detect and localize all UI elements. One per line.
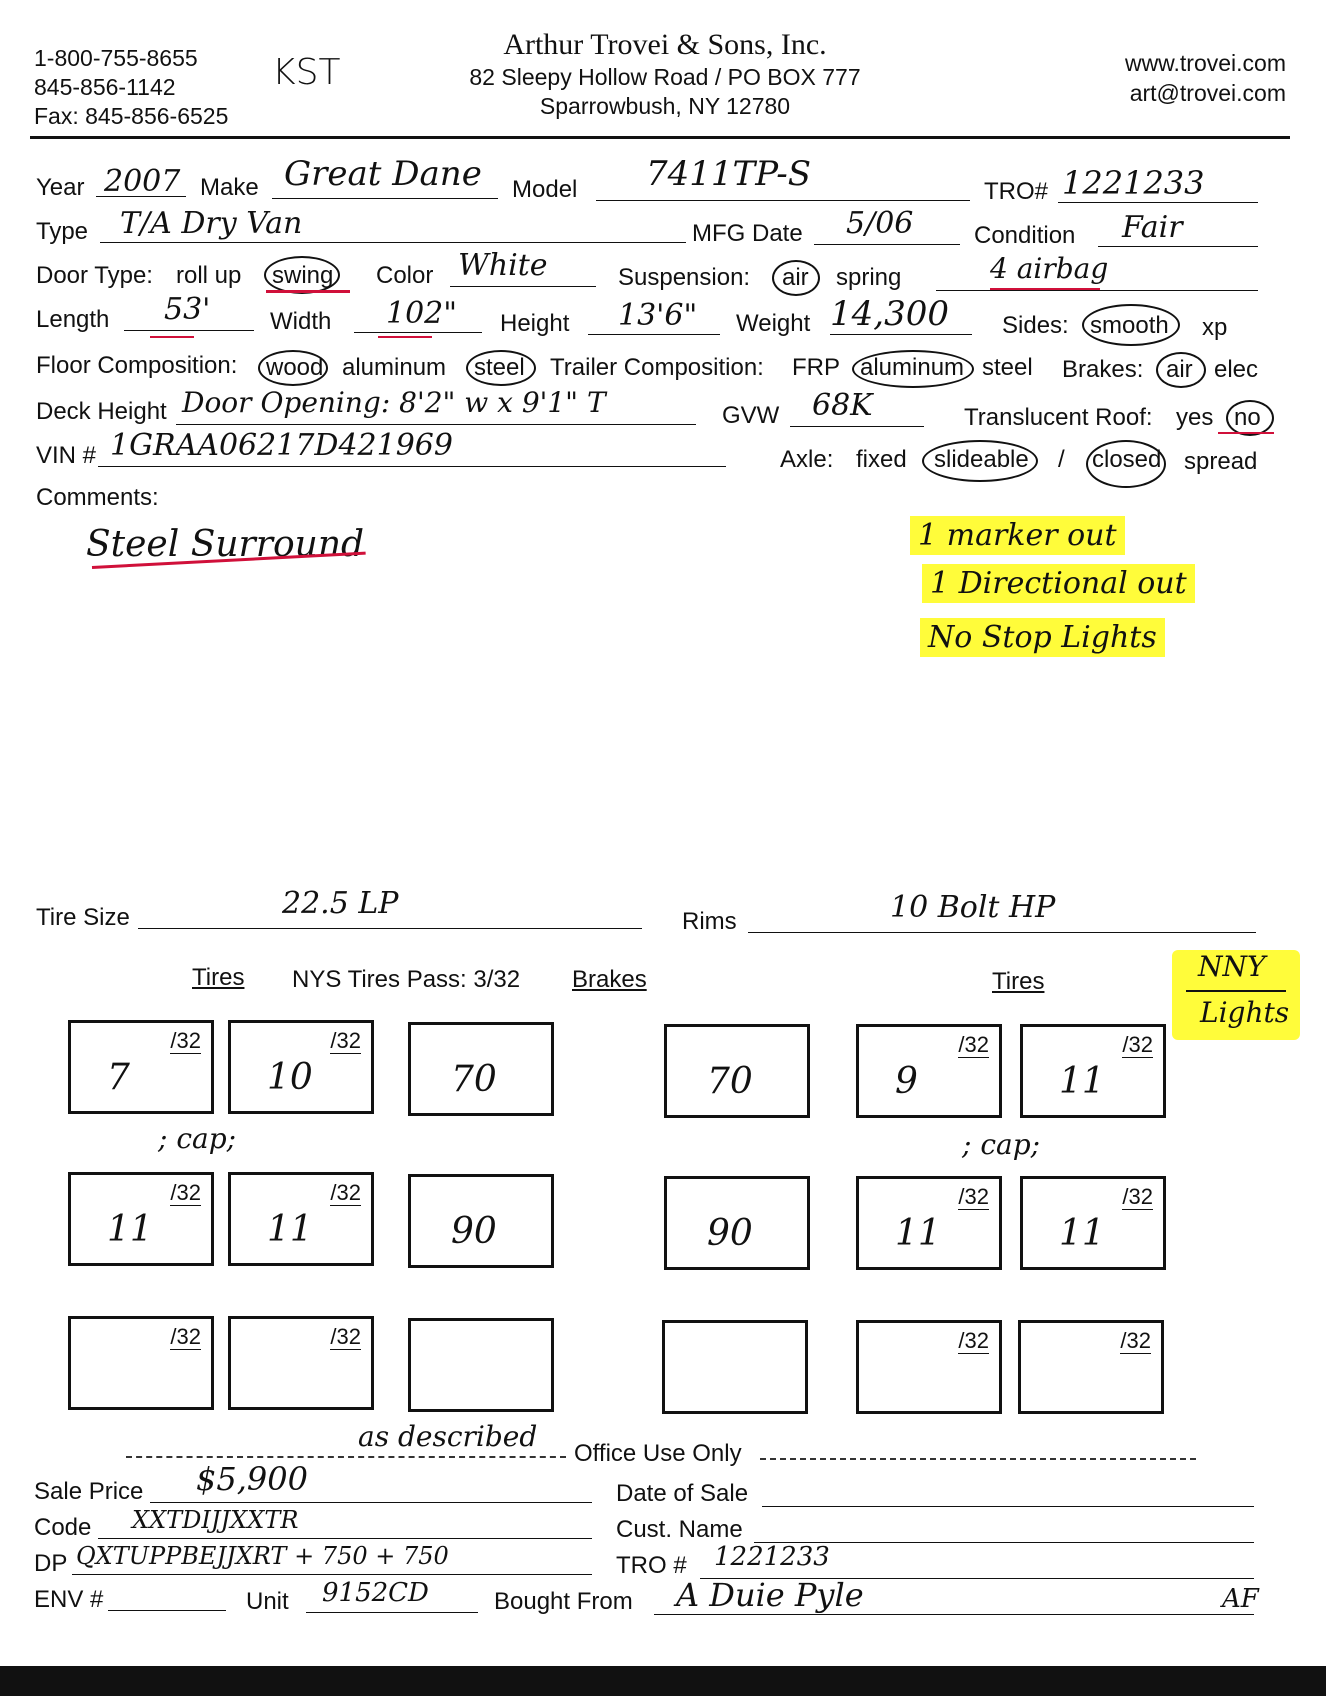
label-length: Length — [36, 306, 110, 333]
unit-line — [306, 1612, 478, 1613]
label-sides: Sides: — [1002, 312, 1069, 339]
value-vin: 1GRAA06217D421969 — [110, 428, 453, 463]
option-spread: spread — [1184, 448, 1258, 475]
label-env: ENV # — [34, 1586, 104, 1613]
initials: KST — [272, 52, 341, 93]
value-suspension-note: 4 airbag — [990, 252, 1109, 285]
option-xp: xp — [1202, 314, 1228, 341]
option-wood: wood — [266, 354, 324, 381]
model-line — [596, 200, 970, 201]
no-circle — [1226, 400, 1274, 436]
header-web — [1125, 48, 1286, 108]
email: art@trovei.com — [1129, 80, 1286, 106]
no-red-underline — [1218, 432, 1274, 434]
fax: Fax: 845-856-6525 — [34, 103, 229, 129]
weight-line — [830, 334, 972, 335]
header-nys: NYS Tires Pass: 3/32 — [292, 966, 521, 993]
label-sale-price: Sale Price — [34, 1478, 144, 1505]
suspension-line — [936, 290, 1258, 291]
header-divider — [30, 136, 1290, 139]
color-line — [450, 286, 596, 287]
value-dp: QXTUPPBEJJXRT + 750 + 750 — [76, 1542, 449, 1570]
value-unit: 9152CD — [322, 1578, 429, 1608]
option-aluminum: aluminum — [342, 354, 447, 381]
label-dp: DP — [34, 1550, 68, 1577]
tire-box-r2-1: /32 11 — [856, 1176, 1002, 1270]
value-year: 2007 — [104, 164, 181, 199]
brake-box-l3 — [408, 1318, 554, 1412]
value-mfg-date: 5/06 — [846, 206, 914, 241]
label-date-of-sale: Date of Sale — [616, 1480, 749, 1507]
label-tro-2: TRO # — [616, 1552, 687, 1579]
value-color: White — [458, 248, 548, 283]
option-closed: closed — [1092, 446, 1162, 473]
company-name: Arthur Trovei & Sons, Inc. — [503, 28, 827, 61]
header-tires-right: Tires — [992, 968, 1045, 995]
option-air-suspension: air — [782, 264, 809, 291]
tire-box-r2-2: /32 11 — [1020, 1176, 1166, 1270]
tire-box-l2-2: /32 11 — [228, 1172, 374, 1266]
label-color: Color — [376, 262, 434, 289]
value-width: 102" — [386, 296, 458, 331]
steel-circle — [466, 350, 536, 386]
value-as-described: as described — [358, 1420, 538, 1453]
tire-box-r3-1: /32 — [856, 1320, 1002, 1414]
label-code: Code — [34, 1514, 92, 1541]
option-yes: yes — [1176, 404, 1214, 431]
length-red-underline — [150, 336, 194, 338]
address-line-1: 82 Sleepy Hollow Road / PO BOX 777 — [469, 64, 861, 90]
value-make: Great Dane — [284, 154, 482, 194]
label-door-type: Door Type: — [36, 262, 153, 289]
brake-box-l2 — [408, 1174, 554, 1268]
swing-circle — [264, 256, 340, 294]
swing-red-underline — [266, 290, 350, 293]
tire-box-r1-2: /32 11 — [1020, 1024, 1166, 1118]
env-line — [108, 1610, 226, 1611]
label-weight: Weight — [736, 310, 811, 337]
brake-box-r3 — [662, 1320, 808, 1414]
label-tire-size: Tire Size — [36, 904, 130, 931]
suspension-red-underline — [990, 288, 1100, 290]
label-translucent: Translucent Roof: — [964, 404, 1153, 431]
value-sale-price: $5,900 — [196, 1460, 308, 1498]
option-aluminum-trailer: aluminum — [860, 354, 965, 381]
wood-circle — [258, 350, 328, 386]
tire-depth: 9 — [895, 1061, 918, 1102]
mfg-date-line — [814, 244, 960, 245]
label-width: Width — [270, 308, 332, 335]
dp-line — [72, 1574, 592, 1575]
slideable-circle — [922, 440, 1038, 482]
option-smooth: smooth — [1090, 312, 1169, 339]
tire-size-line — [138, 928, 642, 929]
tire-box-l2-1: /32 11 — [68, 1172, 214, 1266]
nny-lights-highlight — [1172, 950, 1300, 1040]
option-elec: elec — [1214, 356, 1259, 383]
nny-divider — [1186, 990, 1286, 992]
header-contacts — [34, 44, 228, 131]
rims-line — [748, 932, 1256, 933]
value-rims: 10 Bolt HP — [890, 890, 1056, 925]
date-of-sale-line — [762, 1506, 1254, 1507]
label-comments: Comments: — [36, 484, 159, 511]
brake-value: 90 — [451, 1211, 497, 1252]
tire-depth: 11 — [107, 1209, 153, 1250]
label-unit: Unit — [246, 1588, 289, 1615]
label-trailer-comp: Trailer Composition: — [550, 354, 764, 381]
tro-line — [1058, 202, 1258, 203]
header-tires-left: Tires — [192, 964, 245, 991]
make-line — [272, 198, 498, 199]
value-tro: 1221233 — [1062, 164, 1205, 202]
note-lights: Lights — [1200, 996, 1290, 1029]
label-deck-height: Deck Height — [36, 398, 167, 425]
width-red-underline — [378, 336, 432, 338]
value-model: 7411TP-S — [646, 154, 812, 194]
tire-depth: 11 — [1059, 1213, 1105, 1254]
brake-box-r1 — [664, 1024, 810, 1118]
deck-height-line — [176, 424, 696, 425]
length-line — [124, 330, 254, 331]
label-type: Type — [36, 218, 89, 245]
label-model: Model — [512, 176, 578, 203]
address-line-2: Sparrowbush, NY 12780 — [539, 93, 791, 119]
header-brakes: Brakes — [572, 966, 647, 993]
label-year: Year — [36, 174, 85, 201]
tire-box-l3-2: /32 — [228, 1316, 374, 1410]
value-code: XXTDIJJXXTR — [132, 1506, 299, 1534]
label-mfg-date: MFG Date — [692, 220, 803, 247]
label-floor: Floor Composition: — [36, 352, 238, 379]
option-spring: spring — [836, 264, 902, 291]
value-deck-height: Door Opening: 8'2" w x 9'1" T — [182, 386, 606, 419]
label-cust-name: Cust. Name — [616, 1516, 743, 1543]
label-make: Make — [200, 174, 259, 201]
smooth-circle — [1082, 304, 1180, 346]
height-line — [588, 334, 720, 335]
label-rims: Rims — [682, 908, 737, 935]
closed-circle — [1086, 440, 1166, 488]
note-stop-lights: No Stop Lights — [920, 620, 1165, 655]
phone-1: 1-800-755-8655 — [34, 45, 198, 71]
tire-depth: 11 — [1059, 1061, 1105, 1102]
note-directional: 1 Directional out — [922, 566, 1195, 601]
option-fixed: fixed — [856, 446, 907, 473]
label-bought-from: Bought From — [494, 1588, 633, 1615]
website: www.trovei.com — [1124, 50, 1286, 76]
scan-bottom-edge — [0, 1666, 1326, 1696]
tire-box-r1-1: /32 9 — [856, 1024, 1002, 1118]
value-weight: 14,300 — [830, 294, 949, 334]
brake-value: 70 — [707, 1061, 753, 1102]
comment-line-1: Steel Surround — [86, 524, 365, 565]
value-length: 53' — [164, 292, 211, 327]
vin-line — [98, 466, 726, 467]
sale-price-line — [150, 1502, 592, 1503]
option-air-brakes: air — [1166, 356, 1193, 383]
label-brakes: Brakes: — [1062, 356, 1144, 383]
label-office-use: Office Use Only — [574, 1440, 742, 1467]
note-nny: NNY — [1198, 950, 1266, 983]
tire-box-l1-2: /32 10 — [228, 1020, 374, 1114]
value-initial-end: AF — [1222, 1584, 1259, 1614]
option-slideable: slideable — [934, 446, 1029, 473]
option-no: no — [1234, 404, 1261, 431]
brake-box-l1 — [408, 1022, 554, 1116]
condition-line — [1098, 246, 1258, 247]
cap-note-left: ; cap; — [158, 1122, 237, 1155]
note-marker: 1 marker out — [910, 518, 1125, 553]
label-tro: TRO# — [984, 178, 1049, 205]
value-condition: Fair — [1122, 210, 1183, 245]
axle-slash: / — [1058, 446, 1065, 473]
gvw-line — [790, 426, 924, 427]
value-bought-from: A Duie Pyle — [676, 1576, 864, 1614]
air-brakes-circle — [1156, 352, 1206, 388]
option-swing: swing — [272, 262, 334, 289]
tire-box-l1-1: /32 7 — [68, 1020, 214, 1114]
cap-note-right: ; cap; — [962, 1128, 1041, 1161]
value-tire-size: 22.5 LP — [282, 886, 399, 921]
option-roll-up: roll up — [176, 262, 242, 289]
label-suspension: Suspension: — [618, 264, 751, 291]
bought-from-line — [654, 1614, 1254, 1615]
value-height: 13'6" — [618, 298, 698, 333]
brake-value: 90 — [707, 1213, 753, 1254]
option-steel: steel — [474, 354, 525, 381]
option-frp: FRP — [792, 354, 840, 381]
tire-depth: 7 — [107, 1057, 130, 1098]
brake-box-r2 — [664, 1176, 810, 1270]
value-type: T/A Dry Van — [120, 206, 303, 241]
code-line — [98, 1538, 592, 1539]
tire-depth: 11 — [267, 1209, 313, 1250]
label-vin: VIN # — [36, 442, 97, 469]
tire-depth: 11 — [895, 1213, 941, 1254]
value-gvw: 68K — [812, 388, 873, 423]
tire-depth: 10 — [267, 1057, 313, 1098]
aluminum-trailer-circle — [852, 350, 974, 388]
label-axle: Axle: — [780, 446, 834, 473]
office-dash-right — [760, 1458, 1196, 1460]
label-height: Height — [500, 310, 570, 337]
tire-box-l3-1: /32 — [68, 1316, 214, 1410]
air-suspension-circle — [772, 260, 820, 296]
value-tro-2: 1221233 — [714, 1542, 830, 1572]
phone-2: 845-856-1142 — [34, 74, 176, 100]
type-line — [100, 242, 686, 243]
tire-box-r3-2: /32 — [1018, 1320, 1164, 1414]
option-steel-trailer: steel — [982, 354, 1033, 381]
label-gvw: GVW — [722, 402, 780, 429]
office-dash-left — [126, 1456, 566, 1458]
header-company — [440, 28, 890, 120]
label-condition: Condition — [974, 222, 1076, 249]
brake-value: 70 — [451, 1059, 497, 1100]
width-line — [354, 332, 482, 333]
